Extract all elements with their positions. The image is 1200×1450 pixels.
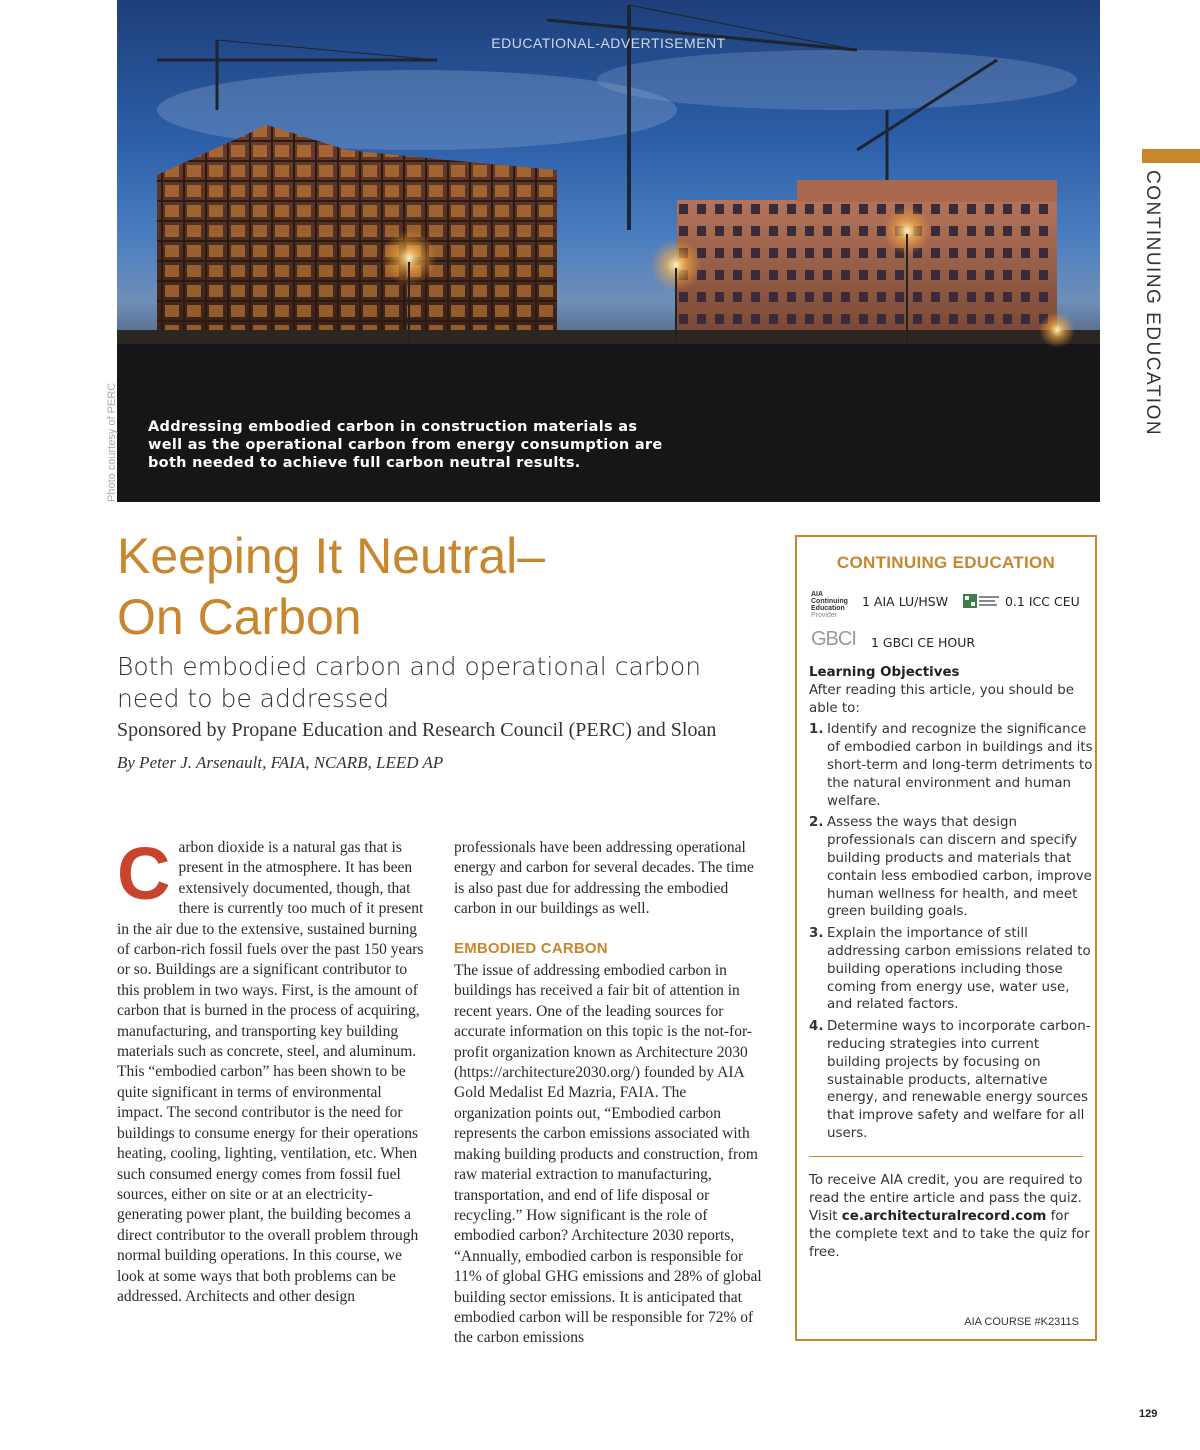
section-heading: EMBODIED CARBON: [454, 939, 608, 957]
icc-logo-icon: [963, 594, 1001, 608]
hero-photo: [117, 0, 1100, 502]
article-title-line1: Keeping It Neutral–: [117, 528, 546, 584]
page-number: 129: [1139, 1408, 1158, 1420]
aia-logo-line: Provider: [811, 612, 838, 619]
ce-website-link[interactable]: ce.architecturalrecord.com: [841, 1209, 1047, 1224]
credit-instructions: [809, 1172, 1093, 1262]
objective-text: Determine ways to incorporate carbon-reducing strategies into current building projects by focusing on sustainable products, alternative energy, and renewable energy sources that improve safety and welfare for all users.: [827, 1019, 1091, 1141]
body-column-1: [117, 832, 429, 1307]
aia-logo-line: Continuing: [811, 598, 848, 605]
gbci-credit: 1 GBCI CE HOUR: [871, 635, 976, 650]
objective-number: 2.: [809, 815, 824, 831]
objective-number: 4.: [809, 1019, 824, 1035]
aia-provider-logo: [811, 591, 855, 619]
credit-instructions-text: To receive AIA credit, you are required to read the entire article and pass the quiz. Visit: [809, 1173, 1083, 1224]
sponsor-line: Sponsored by Propane Education and Research Council (PERC) and Sloan: [117, 719, 717, 741]
objective-text: Assess the ways that design professionals can discern and specify building products and materials that contain less embodied carbon, improve human wellness for health, and meet green building goals.: [827, 815, 1092, 920]
objective-text: Explain the importance of still addressing carbon emissions related to building operations including those coming from energy use, water use, and related factors.: [827, 926, 1091, 1013]
ce-box-heading: CONTINUING EDUCATION: [836, 553, 1056, 572]
body-paragraph: arbon dioxide is a natural gas that is present in the atmosphere. It has been extensively documented, though, that there is currently too much of it present in the air due to the extensive, sustained burning of carbon-rich fossil fuels over the past 150 years or so. Buildings are a significant contributor to this problem in two ways. First, is the amount of carbon that is burned in the process of acquiring, manufacturing, and transporting key building materials such as concrete, steel, and aluminum. This “embodied carbon” has been shown to be quite significant in terms of environmental impact. The second contributor is the need for buildings to consume energy for their operations heating, cooling, lighting, ventilation, etc. When such consumed energy comes from fossil fuel sources, either on site or at an electricity-generating power plant, the building becomes a direct contributor to the overall problem through normal building operations. In this course, we look at some ways that both problems can be addressed. Architects and other design: [117, 839, 424, 1305]
photo-credit: Photo courtesy of PERC: [106, 382, 118, 502]
continuing-education-box: [795, 535, 1097, 1341]
aia-logo-line: AIA: [811, 591, 824, 598]
advertisement-tag: EDUCATIONAL-ADVERTISEMENT: [491, 35, 726, 51]
objective-item: [809, 814, 1093, 921]
course-number: AIA COURSE #K2311S: [964, 1316, 1079, 1328]
gbci-logo: GBCI: [811, 628, 856, 650]
objective-item: [809, 925, 1093, 1014]
byline: By Peter J. Arsenault, FAIA, NCARB, LEED AP: [117, 753, 444, 772]
body-column-2: [454, 838, 766, 1349]
icc-credit: 0.1 ICC CEU: [1005, 594, 1080, 609]
article-subtitle: Both embodied carbon and operational carbon need to be addressed: [117, 652, 702, 713]
aia-credit: 1 AIA LU/HSW: [862, 594, 949, 609]
section-label: CONTINUING EDUCATION: [1142, 170, 1163, 437]
photo-caption: Addressing embodied carbon in construction materials as well as the operational carbon from energy consumption are both needed to achieve full carbon neutral results.: [148, 419, 663, 471]
objective-item: [809, 1018, 1093, 1143]
ce-box-divider: [809, 1156, 1083, 1157]
body-paragraph: professionals have been addressing operational energy and carbon for several decades. The time is also past due for addressing the embodied carbon in our buildings as well.: [454, 839, 754, 918]
article-title: [117, 526, 757, 648]
objective-item: [809, 721, 1093, 810]
section-accent-bar: [1142, 149, 1200, 163]
learning-objectives-title: Learning Objectives: [809, 665, 960, 680]
objective-number: 3.: [809, 926, 824, 942]
aia-logo-line: Education: [811, 605, 845, 612]
credit-instructions-text: for the complete text and to take the quiz for free.: [809, 1209, 1090, 1260]
objective-number: 1.: [809, 722, 824, 738]
learning-objectives: [809, 664, 1093, 1147]
objective-text: Identify and recognize the significance of embodied carbon in buildings and its short-term and long-term detriments to the natural environment and human welfare.: [827, 722, 1093, 809]
learning-objectives-intro: After reading this article, you should be able to:: [809, 682, 1074, 716]
drop-cap: C: [117, 832, 171, 915]
objectives-list: [809, 721, 1093, 1142]
body-paragraph: The issue of addressing embodied carbon in buildings has received a fair bit of attention in recent years. One of the leading sources for accurate information on this topic is the not-for-profit organization known as Architecture 2030 (https://architecture2030.org/) founded by AIA Gold Medalist Ed Mazria, FAIA. The organization points out, “Embodied carbon represents the carbon emissions associated with making building products and construction, from raw material extraction to manufacturing, transportation, and end of life disposal or recycling.” How significant is the role of embodied carbon? Architecture 2030 reports, “Annually, embodied carbon is responsible for 11% of global GHG emissions and 28% of global building sector emissions. It is anticipated that embodied carbon will be responsible for 72% of the carbon emissions: [454, 962, 762, 1347]
article-title-line2: On Carbon: [117, 589, 362, 645]
